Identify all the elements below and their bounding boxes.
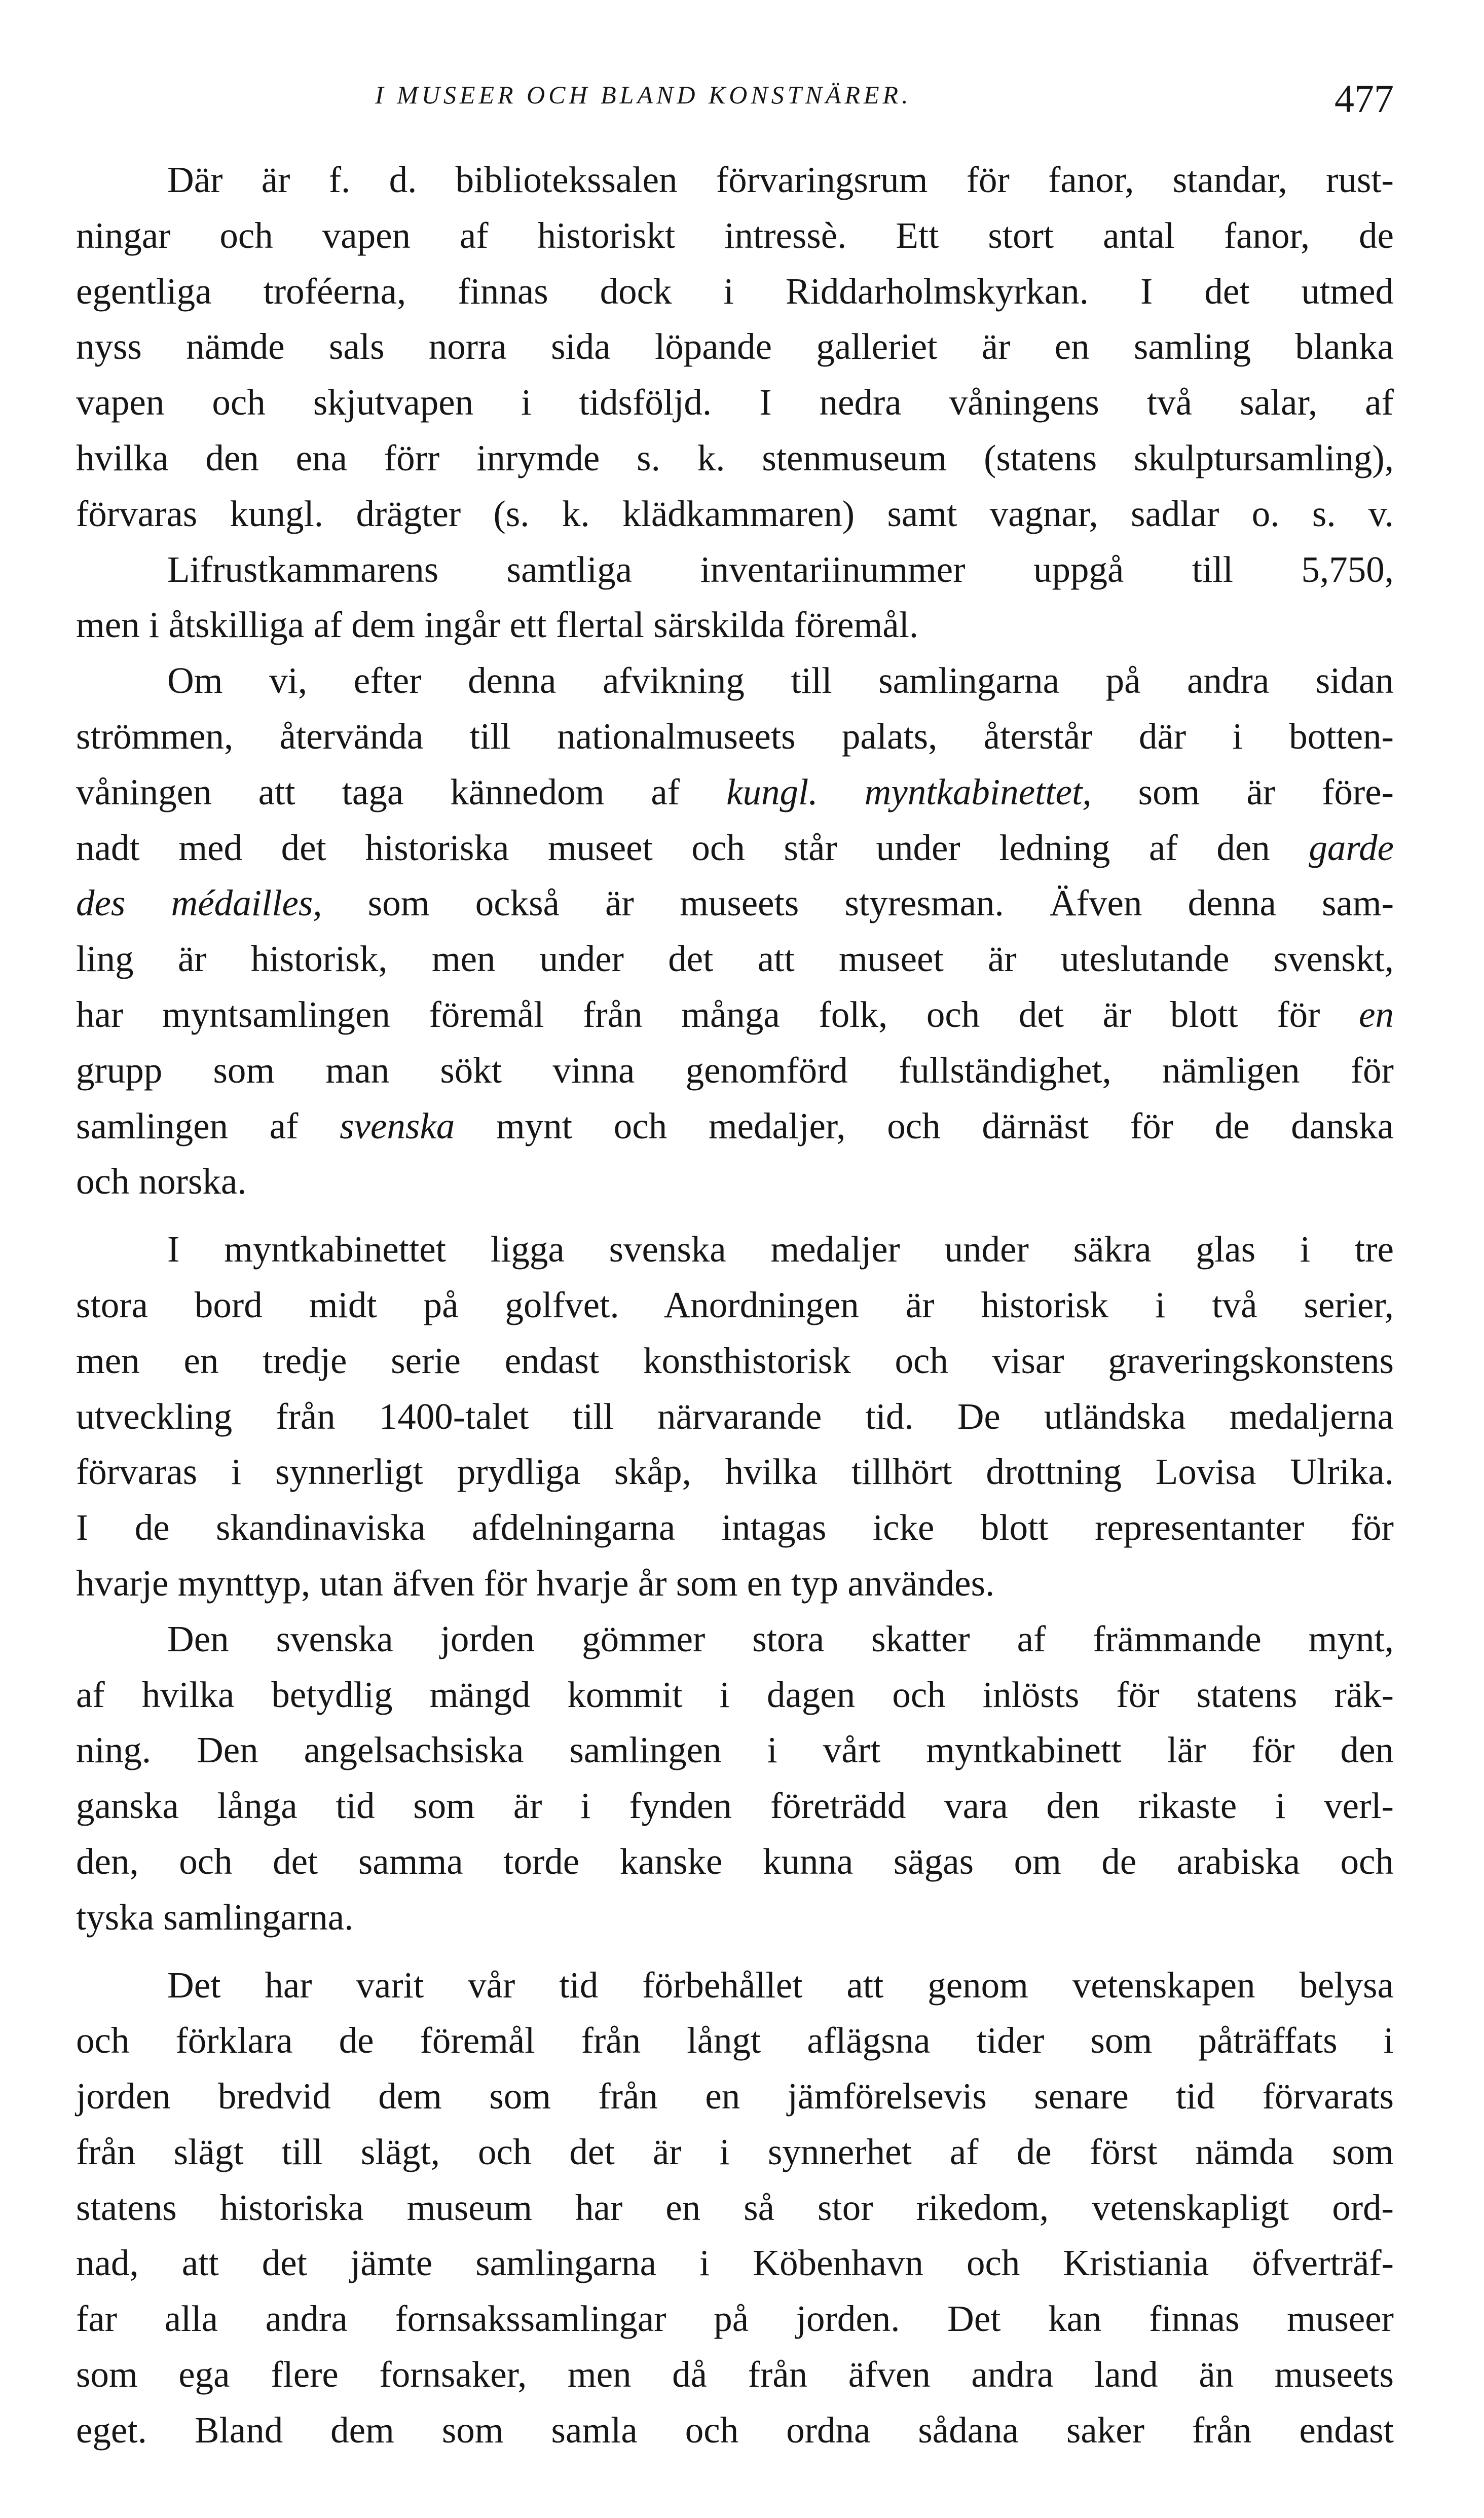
text-line: ningar och vapen af historiskt intressè. Ett stort antal fanor, de xyxy=(76,214,1394,256)
text-line: I de skandinaviska afdelningarna intagas icke blott representanter för xyxy=(76,1507,1394,1548)
paragraph-2 xyxy=(76,542,1394,653)
running-head xyxy=(76,76,1394,132)
text-line-mixed xyxy=(76,764,1394,820)
paragraph-3 xyxy=(76,653,1394,1209)
text-line: statens historiska museum har en så stor rikedom, vetenskapligt ord- xyxy=(76,2187,1394,2228)
text-run: har myntsamlingen föremål från många folk, och det är blott för xyxy=(76,993,1320,1035)
text-line: I myntkabinettet ligga svenska medaljer under säkra glas i tre xyxy=(167,1229,1394,1270)
text-run: våningen att taga kännedom af xyxy=(76,771,680,812)
text-line: Lifrustkammarens samtliga inventariinummer uppgå till 5,750, xyxy=(167,548,1394,590)
italic-term: en xyxy=(1359,993,1394,1035)
italic-term: kungl. myntkabinettet, xyxy=(726,771,1092,812)
text-line: far alla andra fornsakssamlingar på jorden. Det kan finnas museer xyxy=(76,2298,1394,2340)
text-run: som också är museets styresman. Äfven denna sam- xyxy=(367,882,1394,924)
italic-term: svenska xyxy=(340,1105,455,1146)
text-line: ling är historisk, men under det att museet är uteslutande svenskt, xyxy=(76,938,1394,980)
text-line: hvilka den ena förr inrymde s. k. stenmuseum (statens skulptursamling), xyxy=(76,437,1394,478)
italic-term: des médailles, xyxy=(76,882,322,924)
text-line: Om vi, efter denna afvikning till samlingarna på andra sidan xyxy=(167,660,1394,701)
text-line-mixed xyxy=(76,1098,1394,1154)
text-line: från slägt till slägt, och det är i synnerhet af de först nämda som xyxy=(76,2131,1394,2172)
text-line: ning. Den angelsachsiska samlingen i vårt myntkabinett lär för den xyxy=(76,1729,1394,1771)
paragraph-5 xyxy=(76,1611,1394,1945)
text-line: men i åtskilliga af dem ingår ett flertal särskilda föremål. xyxy=(76,604,919,646)
text-line: hvarje mynttyp, utan äfven för hvarje år som en typ användes. xyxy=(76,1562,995,1604)
text-line: strömmen, återvända till nationalmuseets palats, återstår där i botten- xyxy=(76,715,1394,757)
text-line: men en tredje serie endast konsthistorisk och visar graveringskonstens xyxy=(76,1340,1394,1381)
text-line: eget. Bland dem som samla och ordna sådana saker från endast xyxy=(76,2409,1394,2451)
text-line: den, och det samma torde kanske kunna sägas om de arabiska och xyxy=(76,1840,1394,1882)
text-line: vapen och skjutvapen i tidsföljd. I nedra våningens två salar, af xyxy=(76,382,1394,423)
text-line: Den svenska jorden gömmer stora skatter af främmande mynt, xyxy=(167,1618,1394,1659)
text-run: som är före- xyxy=(1138,771,1394,812)
paragraph-gap xyxy=(76,1945,1394,1957)
text-line: nyss nämde sals norra sida löpande galleriet är en samling blanka xyxy=(76,326,1394,367)
body-text xyxy=(76,152,1394,2458)
text-run: mynt och medaljer, och därnäst för de danska xyxy=(496,1105,1394,1146)
text-line: och norska. xyxy=(76,1161,247,1202)
text-line-mixed xyxy=(76,820,1394,876)
text-line-mixed xyxy=(76,875,1394,931)
text-run: nadt med det historiska museet och står under ledning af den xyxy=(76,827,1270,868)
paragraph-gap xyxy=(76,1209,1394,1221)
text-line: som ega flere fornsaker, men då från äfven andra land än museets xyxy=(76,2354,1394,2395)
paragraph-4 xyxy=(76,1221,1394,1611)
text-line: och förklara de föremål från långt aflägsna tider som påträffats i xyxy=(76,2020,1394,2061)
text-line: förvaras i synnerligt prydliga skåp, hvilka tillhört drottning Lovisa Ulrika. xyxy=(76,1451,1394,1493)
italic-term: garde xyxy=(1309,827,1394,868)
paragraph-1 xyxy=(76,152,1394,542)
text-line: Där är f. d. bibliotekssalen förvaringsrum för fanor, standar, rust- xyxy=(167,159,1394,200)
page-number: 477 xyxy=(1334,77,1394,121)
text-line: jorden bredvid dem som från en jämförelsevis senare tid förvarats xyxy=(76,2076,1394,2117)
text-line: nad, att det jämte samlingarna i Köbenhavn och Kristiania öfverträf- xyxy=(76,2242,1394,2284)
text-line: tyska samlingarna. xyxy=(76,1896,354,1938)
text-line: af hvilka betydlig mängd kommit i dagen och inlösts för statens räk- xyxy=(76,1674,1394,1715)
text-line: egentliga troféerna, finnas dock i Riddarholmskyrkan. I det utmed xyxy=(76,270,1394,312)
text-line: utveckling från 1400-talet till närvarande tid. De utländska medaljerna xyxy=(76,1395,1394,1437)
text-line: grupp som man sökt vinna genomförd fullständighet, nämligen för xyxy=(76,1049,1394,1091)
running-head-title: I MUSEER OCH BLAND KONSTNÄRER. xyxy=(375,81,912,109)
text-run: samlingen af xyxy=(76,1105,299,1146)
text-line: stora bord midt på golfvet. Anordningen är historisk i två serier, xyxy=(76,1284,1394,1325)
paragraph-6 xyxy=(76,1957,1394,2458)
text-line: ganska långa tid som är i fynden företrädd vara den rikaste i verl- xyxy=(76,1785,1394,1827)
text-line: Det har varit vår tid förbehållet att genom vetenskapen belysa xyxy=(167,1964,1394,2006)
text-line-mixed xyxy=(76,987,1394,1043)
text-line: förvaras kungl. drägter (s. k. klädkammaren) samt vagnar, sadlar o. s. v. xyxy=(76,493,1394,534)
